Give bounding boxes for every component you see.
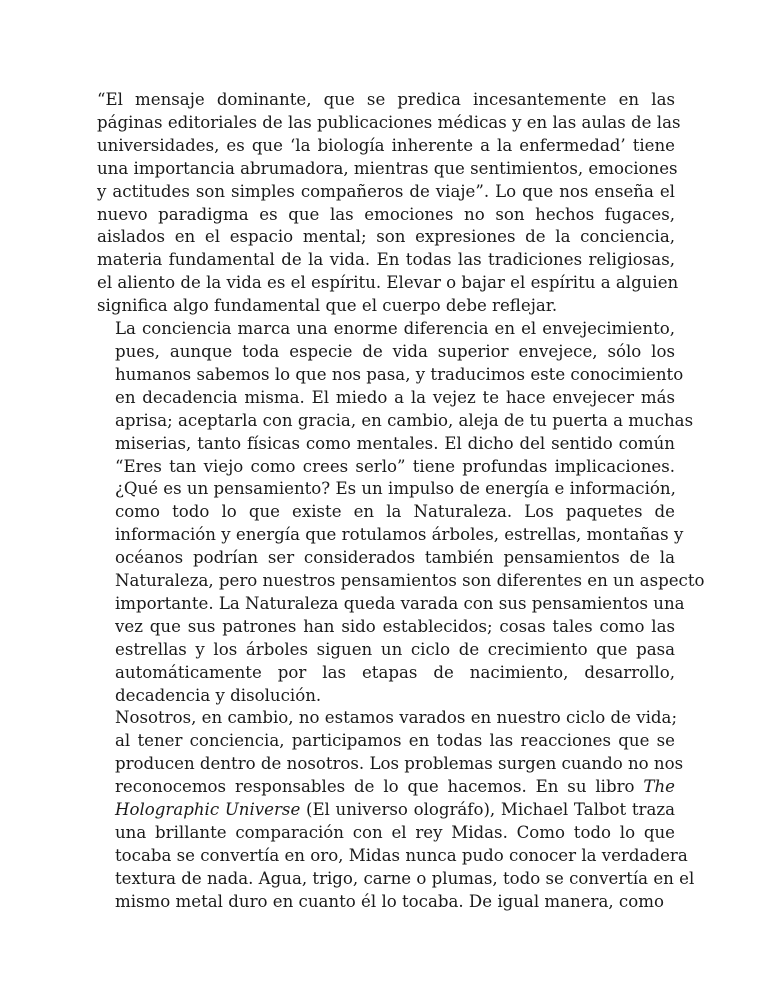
text-line: al tener conciencia, participamos en todas las reacciones que se <box>115 731 675 751</box>
text-line: y actitudes son simples compañeros de viaje”. Lo que nos enseña el <box>97 181 675 201</box>
text-line: páginas editoriales de las publicaciones médicas y en las aulas de las <box>97 112 681 132</box>
book-title: Holographic Universe <box>115 800 301 820</box>
text-line: en decadencia misma. El miedo a la vejez te hace envejecer más <box>115 387 675 407</box>
paragraph <box>97 318 705 707</box>
text-line: estrellas y los árboles siguen un ciclo de crecimiento que pasa <box>115 639 675 659</box>
text-line: producen dentro de nosotros. Los problemas surgen cuando no nos <box>115 754 684 774</box>
book-title: The <box>643 777 675 797</box>
text-line: Naturaleza, pero nuestros pensamientos son diferentes en un aspecto <box>115 571 705 591</box>
text-line: Nosotros, en cambio, no estamos varados en nuestro ciclo de vida; <box>115 708 678 728</box>
text-line: vez que sus patrones han sido establecidos; cosas tales como las <box>115 616 675 636</box>
text-line: reconocemos responsables de lo que hacemos. En su libro The <box>115 777 675 797</box>
text-line: significa algo fundamental que el cuerpo debe reflejar. <box>97 296 558 316</box>
text-line: aislados en el espacio mental; son expresiones de la conciencia, <box>97 227 675 247</box>
text-line: una brillante comparación con el rey Midas. Como todo lo que <box>115 823 675 842</box>
text-line: nuevo paradigma es que las emociones no son hechos fugaces, <box>97 204 675 224</box>
text-line: Holographic Universe (El universo olográfo), Michael Talbot traza <box>115 800 675 820</box>
document-body <box>97 89 705 914</box>
text-line: “El mensaje dominante, que se predica incesantemente en las <box>97 90 675 109</box>
text-line: automáticamente por las etapas de nacimiento, desarrollo, <box>115 662 675 682</box>
text-line: miserias, tanto físicas como mentales. El dicho del sentido común <box>115 433 675 453</box>
text-line: tocaba se convertía en oro, Midas nunca pudo conocer la verdadera <box>115 845 688 865</box>
text-line: como todo lo que existe en la Naturaleza. Los paquetes de <box>115 502 675 522</box>
text-line: pues, aunque toda especie de vida superior envejece, sólo los <box>115 341 675 361</box>
text-line: “Eres tan viejo como crees serlo” tiene profundas implicaciones. <box>115 456 675 476</box>
text-line: información y energía que rotulamos árboles, estrellas, montañas y <box>115 525 684 545</box>
text-line: decadencia y disolución. <box>115 685 322 705</box>
text-line: el aliento de la vida es el espíritu. Elevar o bajar el espíritu a alguien <box>97 273 679 293</box>
text-line: importante. La Naturaleza queda varada con sus pensamientos una <box>115 593 685 613</box>
text-line: textura de nada. Agua, trigo, carne o plumas, todo se convertía en el <box>115 868 695 888</box>
text-line: una importancia abrumadora, mientras que sentimientos, emociones <box>97 158 678 178</box>
text-line: La conciencia marca una enorme diferencia en el envejecimiento, <box>115 319 675 339</box>
text-line: ¿Qué es un pensamiento? Es un impulso de energía e información, <box>115 479 676 499</box>
text-line: océanos podrían ser considerados también pensamientos de la <box>115 548 675 568</box>
paragraph <box>97 707 695 913</box>
text-line: materia fundamental de la vida. En todas las tradiciones religiosas, <box>97 250 675 270</box>
text-line: universidades, es que ‘la biología inherente a la enfermedad’ tiene <box>97 135 675 155</box>
text-line: aprisa; aceptarla con gracia, en cambio, aleja de tu puerta a muchas <box>115 410 694 430</box>
text-line: mismo metal duro en cuanto él lo tocaba. De igual manera, como <box>115 891 664 911</box>
paragraph <box>97 89 681 318</box>
text-line: humanos sabemos lo que nos pasa, y traducimos este conocimiento <box>115 364 684 384</box>
